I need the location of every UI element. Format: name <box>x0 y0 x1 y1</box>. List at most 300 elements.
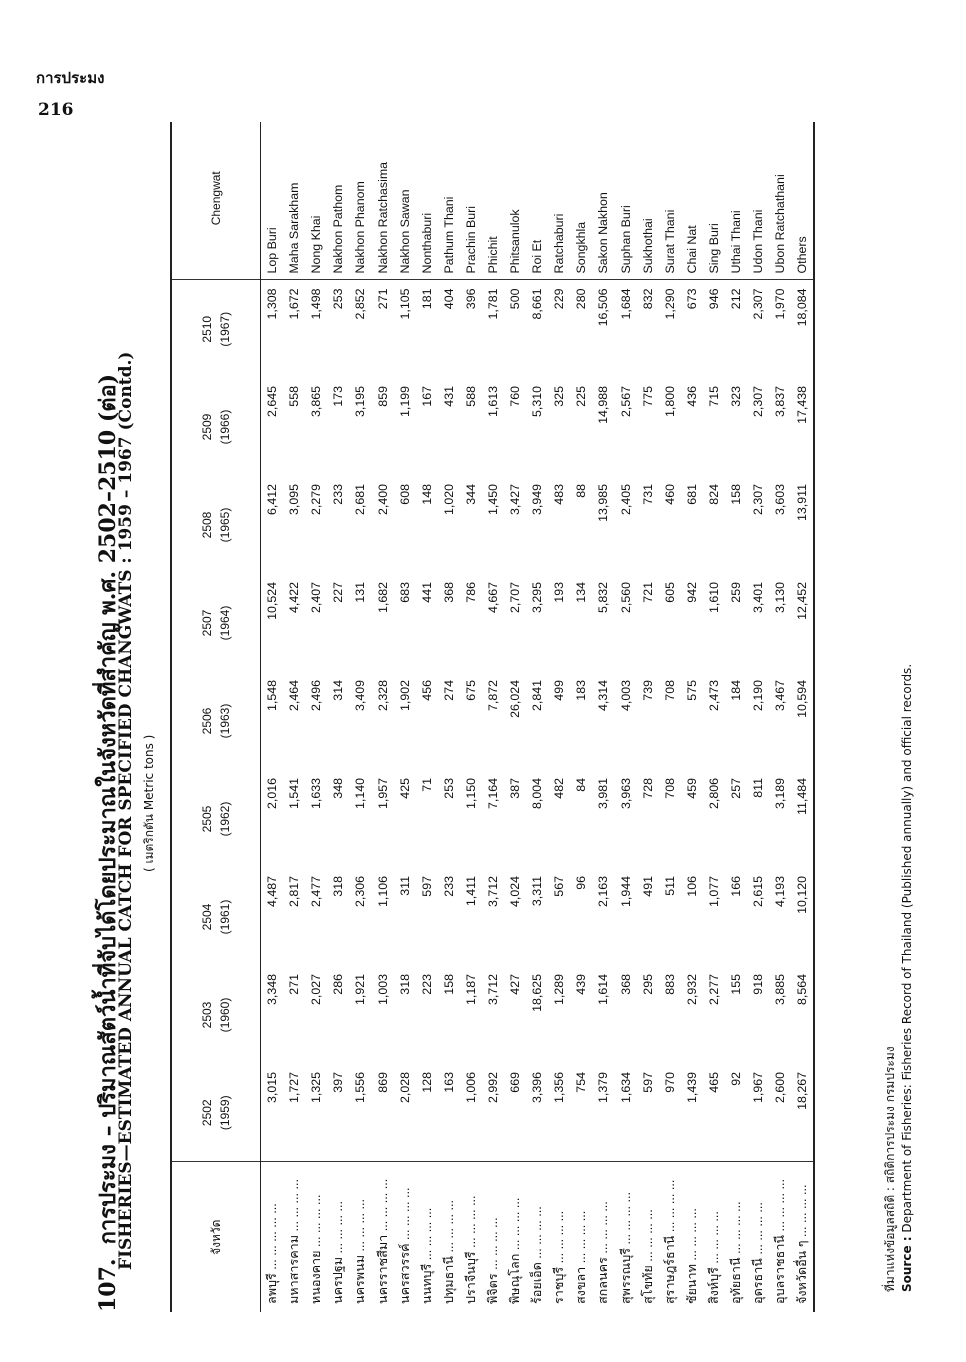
source-note <box>882 664 916 1292</box>
catch-value: 184 <box>729 680 744 701</box>
catch-value: 2,307 <box>751 386 766 418</box>
province-thai: นครปฐม ... ... ... ... <box>327 1162 349 1312</box>
catch-value: 1,020 <box>441 484 456 516</box>
catch-value: 5,310 <box>530 386 545 418</box>
province-english: Surat Thani <box>659 122 681 280</box>
catch-value: 14,988 <box>596 386 611 424</box>
year-be: 2506 <box>200 707 214 735</box>
catch-value: 18,625 <box>530 974 545 1012</box>
catch-value: 10,524 <box>265 582 280 620</box>
catch-value: 3,981 <box>596 778 611 810</box>
catch-value: 1,439 <box>684 1072 699 1104</box>
catch-value: 1,006 <box>463 1072 478 1104</box>
catch-value: 2,464 <box>287 680 302 712</box>
catch-value: 233 <box>441 876 456 897</box>
catch-value: 2,600 <box>773 1072 788 1104</box>
table-body <box>261 122 815 1312</box>
catch-value: 1,684 <box>618 288 633 320</box>
page-section-header: การประมง <box>36 69 105 87</box>
catch-value: 739 <box>640 680 655 701</box>
header-province-thai: จังหวัด <box>171 1162 261 1312</box>
catch-value: 318 <box>331 876 346 897</box>
catch-value: 2,328 <box>375 680 390 712</box>
year-ce: (1966) <box>218 409 232 445</box>
catch-value: 721 <box>640 582 655 603</box>
header-year <box>171 476 261 574</box>
table-row <box>438 122 460 1312</box>
catch-value: 1,800 <box>662 386 677 418</box>
catch-value: 18,084 <box>791 280 814 378</box>
year-be: 2502 <box>200 1099 214 1127</box>
year-ce: (1967) <box>218 311 232 347</box>
table-row <box>725 122 747 1312</box>
province-english: Ubon Ratchathani <box>769 122 791 280</box>
province-english: Maha Sarakham <box>283 122 305 280</box>
province-english: Uthai Thani <box>725 122 747 280</box>
catch-value: 348 <box>331 778 346 799</box>
table-row <box>592 122 614 1312</box>
catch-value: 183 <box>574 680 589 701</box>
catch-value: 3,095 <box>287 484 302 516</box>
catch-value: 832 <box>640 288 655 310</box>
catch-value: 368 <box>441 582 456 603</box>
catch-value: 2,306 <box>353 876 368 908</box>
catch-value: 1,902 <box>397 680 412 712</box>
province-english: Phitsanulok <box>504 122 526 280</box>
catch-value: 1,957 <box>375 778 390 810</box>
catch-value: 754 <box>574 1072 589 1093</box>
catch-value: 2,567 <box>618 386 633 418</box>
catch-value: 2,496 <box>309 680 324 712</box>
catch-value: 3,409 <box>353 680 368 712</box>
header-changwat-english: Chengwat <box>171 122 261 280</box>
province-english: Others <box>791 122 814 280</box>
province-english: Prachin Buri <box>460 122 482 280</box>
catch-value: 2,992 <box>485 1072 500 1104</box>
catch-value: 158 <box>441 974 456 995</box>
catch-value: 229 <box>552 288 567 310</box>
province-thai: ชัยนาท ... ... ... ... <box>681 1162 703 1312</box>
catch-value: 1,290 <box>662 288 677 320</box>
catch-value: 311 <box>397 876 412 896</box>
catch-value: 13,911 <box>791 476 814 574</box>
catch-value: 2,806 <box>706 778 721 810</box>
table-row <box>615 122 637 1312</box>
catch-value: 1,556 <box>353 1072 368 1104</box>
year-ce: (1965) <box>218 507 232 543</box>
catch-value: 942 <box>684 582 699 603</box>
catch-value: 2,190 <box>751 680 766 712</box>
catch-value: 824 <box>706 484 721 505</box>
year-be: 2508 <box>200 511 214 539</box>
catch-value: 158 <box>729 484 744 505</box>
catch-value: 673 <box>684 288 699 310</box>
catch-value: 3,130 <box>773 582 788 614</box>
year-be: 2507 <box>200 609 214 637</box>
catch-value: 193 <box>552 582 567 603</box>
catch-value: 344 <box>463 484 478 505</box>
catch-value: 1,682 <box>375 582 390 614</box>
table-row <box>460 122 482 1312</box>
catch-value: 253 <box>331 288 346 310</box>
table-title-english: FISHERIES—ESTIMATED ANNUAL CATCH FOR SPECIFIED CHANGWATS : 1959 – 1967 (Contd.) <box>116 351 136 1270</box>
catch-value: 318 <box>397 974 412 995</box>
year-be: 2503 <box>200 1001 214 1029</box>
catch-value: 3,885 <box>773 974 788 1006</box>
province-thai: อุบลราชธานี ... ... ... ... <box>769 1162 791 1312</box>
catch-value: 2,932 <box>684 974 699 1006</box>
catch-value: 134 <box>574 582 589 603</box>
catch-value: 436 <box>684 386 699 407</box>
catch-value: 1,289 <box>552 974 567 1006</box>
catch-value: 511 <box>662 876 677 896</box>
title-thai-text: การประมง – ปริมาณสัตว์น้ำที่จับได้โดยประมาณในจังหวัดที่สำคัญ พ.ศ. 2502–2510 (ต่อ) <box>95 373 121 1245</box>
province-english: Nonthaburi <box>416 122 438 280</box>
table-row <box>416 122 438 1312</box>
catch-value: 427 <box>508 974 523 995</box>
year-ce: (1964) <box>218 605 232 641</box>
province-english: Songkhla <box>570 122 592 280</box>
catch-value: 4,667 <box>485 582 500 614</box>
province-thai: อุทัยธานี ... ... ... ... <box>725 1162 747 1312</box>
year-ce: (1960) <box>218 997 232 1033</box>
catch-value: 1,187 <box>463 974 478 1006</box>
catch-value: 167 <box>419 386 434 407</box>
year-be: 2505 <box>200 805 214 833</box>
year-ce: (1962) <box>218 801 232 837</box>
province-thai: สุราษฎร์ธานี ... ... ... ... <box>659 1162 681 1312</box>
catch-value: 325 <box>552 386 567 407</box>
catch-value: 2,560 <box>618 582 633 614</box>
catch-value: 605 <box>662 582 677 603</box>
unit-label: ( เมตริกตัน Metric tons ) <box>142 734 156 872</box>
catch-value: 4,024 <box>508 876 523 908</box>
catch-value: 3,348 <box>265 974 280 1006</box>
catch-value: 3,295 <box>530 582 545 614</box>
catch-value: 425 <box>397 778 412 799</box>
catch-value: 155 <box>729 974 744 995</box>
catch-value: 3,603 <box>773 484 788 516</box>
source-english: Department of Fisheries: Fisheries Record of Thailand (Published annually) and official records. <box>900 663 914 1233</box>
catch-value: 166 <box>729 876 744 897</box>
catch-value: 588 <box>463 386 478 407</box>
catch-value: 4,193 <box>773 876 788 908</box>
catch-value: 883 <box>662 974 677 995</box>
rotated-table-block <box>90 122 940 1312</box>
catch-table <box>170 122 815 1312</box>
catch-value: 946 <box>706 288 721 310</box>
catch-value: 257 <box>729 778 744 799</box>
catch-value: 4,003 <box>618 680 633 712</box>
catch-value: 1,003 <box>375 974 390 1006</box>
catch-value: 681 <box>684 484 699 505</box>
table-row <box>659 122 681 1312</box>
province-english: Sukhothai <box>637 122 659 280</box>
catch-value: 3,712 <box>485 876 500 908</box>
province-thai: มหาสารคาม ... ... ... ... <box>283 1162 305 1312</box>
province-thai: นครพนม ... ... ... ... <box>349 1162 371 1312</box>
year-be: 2510 <box>200 315 214 343</box>
catch-value: 368 <box>618 974 633 995</box>
catch-value: 2,407 <box>309 582 324 614</box>
catch-value: 3,195 <box>353 386 368 418</box>
table-row <box>504 122 526 1312</box>
catch-value: 456 <box>419 680 434 701</box>
catch-value: 2,645 <box>265 386 280 418</box>
catch-value: 2,028 <box>397 1072 412 1104</box>
catch-value: 1,633 <box>309 778 324 810</box>
catch-value: 3,865 <box>309 386 324 418</box>
province-thai: อุดรธานี ... ... ... ... <box>747 1162 769 1312</box>
catch-value: 286 <box>331 974 346 995</box>
province-thai: หนองคาย ... ... ... ... <box>305 1162 327 1312</box>
catch-value: 18,267 <box>791 1064 814 1162</box>
province-thai: สุโขทัย ... ... ... ... <box>637 1162 659 1312</box>
table-row <box>261 122 284 1312</box>
province-english: Sakon Nakhon <box>592 122 614 280</box>
catch-value: 2,841 <box>530 680 545 712</box>
table-row <box>791 122 814 1312</box>
province-thai: นครสวรรค์ ... ... ... ... <box>394 1162 416 1312</box>
catch-value: 2,016 <box>265 778 280 810</box>
table-row <box>371 122 393 1312</box>
catch-value: 397 <box>331 1072 346 1093</box>
catch-value: 274 <box>441 680 456 701</box>
catch-value: 1,781 <box>485 288 500 320</box>
catch-value: 3,189 <box>773 778 788 810</box>
catch-value: 13,985 <box>596 484 611 522</box>
catch-value: 731 <box>640 484 655 505</box>
table-row <box>394 122 416 1312</box>
catch-value: 96 <box>574 876 589 890</box>
catch-value: 3,837 <box>773 386 788 418</box>
header-year <box>171 966 261 1064</box>
province-english: Nakhon Sawan <box>394 122 416 280</box>
catch-value: 2,615 <box>751 876 766 908</box>
province-english: Lop Buri <box>261 122 284 280</box>
catch-value: 431 <box>441 386 456 407</box>
catch-value: 295 <box>640 974 655 995</box>
catch-value: 4,422 <box>287 582 302 614</box>
province-english: Nong Khai <box>305 122 327 280</box>
catch-value: 2,163 <box>596 876 611 908</box>
catch-value: 708 <box>662 680 677 701</box>
catch-value: 708 <box>662 778 677 799</box>
catch-value: 1,325 <box>309 1072 324 1104</box>
header-year <box>171 574 261 672</box>
catch-value: 8,004 <box>530 778 545 810</box>
catch-value: 4,314 <box>596 680 611 712</box>
catch-value: 7,164 <box>485 778 500 810</box>
year-ce: (1961) <box>218 899 232 935</box>
year-be: 2509 <box>200 413 214 441</box>
year-be: 2504 <box>200 903 214 931</box>
catch-value: 11,484 <box>791 770 814 868</box>
catch-value: 3,396 <box>530 1072 545 1104</box>
province-thai: พิษณุโลก ... ... ... ... <box>504 1162 526 1312</box>
catch-value: 3,015 <box>265 1072 280 1104</box>
catch-value: 2,681 <box>353 484 368 516</box>
catch-value: 439 <box>574 974 589 995</box>
catch-value: 3,401 <box>751 582 766 614</box>
catch-value: 669 <box>508 1072 523 1093</box>
catch-value: 92 <box>729 1072 744 1086</box>
province-thai: ปราจีนบุรี ... ... ... ... <box>460 1162 482 1312</box>
catch-value: 918 <box>751 974 766 995</box>
catch-value: 8,564 <box>791 966 814 1064</box>
catch-value: 7,872 <box>485 680 500 712</box>
catch-value: 233 <box>331 484 346 505</box>
table-row <box>681 122 703 1312</box>
catch-value: 460 <box>662 484 677 505</box>
catch-value: 2,279 <box>309 484 324 516</box>
catch-value: 6,412 <box>265 484 280 516</box>
catch-value: 12,452 <box>791 574 814 672</box>
table-row <box>703 122 725 1312</box>
catch-value: 3,427 <box>508 484 523 516</box>
province-thai: สิงห์บุรี ... ... ... ... <box>703 1162 725 1312</box>
catch-value: 1,610 <box>706 582 721 614</box>
table-row <box>305 122 327 1312</box>
catch-value: 88 <box>574 484 589 498</box>
province-thai: พิจิตร ... ... ... ... <box>482 1162 504 1312</box>
catch-value: 1,140 <box>353 778 368 810</box>
catch-value: 163 <box>441 1072 456 1093</box>
table-row <box>637 122 659 1312</box>
catch-value: 491 <box>640 876 655 897</box>
province-english: Nakhon Ratchasima <box>371 122 393 280</box>
catch-value: 608 <box>397 484 412 505</box>
catch-value: 84 <box>574 778 589 792</box>
header-year <box>171 1064 261 1162</box>
catch-value: 106 <box>684 876 699 897</box>
province-thai: สุพรรณบุรี ... ... ... ... <box>615 1162 637 1312</box>
catch-value: 3,949 <box>530 484 545 516</box>
catch-value: 10,120 <box>791 868 814 966</box>
catch-value: 1,672 <box>287 288 302 320</box>
table-number: 107. <box>95 1258 121 1312</box>
catch-value: 459 <box>684 778 699 799</box>
province-thai: จังหวัดอื่น ๆ ... ... ... ... <box>791 1162 814 1312</box>
province-thai: นครราชสีมา ... ... ... ... <box>371 1162 393 1312</box>
catch-value: 128 <box>419 1072 434 1093</box>
table-header-row <box>171 122 261 1312</box>
province-english: Phichit <box>482 122 504 280</box>
catch-value: 4,487 <box>265 876 280 908</box>
catch-value: 10,594 <box>791 672 814 770</box>
catch-value: 5,832 <box>596 582 611 614</box>
province-english: Chai Nat <box>681 122 703 280</box>
catch-value: 212 <box>729 288 744 310</box>
catch-value: 323 <box>729 386 744 407</box>
catch-value: 1,613 <box>485 386 500 418</box>
table-row <box>570 122 592 1312</box>
province-english: Roi Et <box>526 122 548 280</box>
catch-value: 811 <box>751 778 766 798</box>
table-row <box>349 122 371 1312</box>
province-thai: ลพบุรี ... ... ... ... ... <box>261 1162 284 1312</box>
catch-value: 387 <box>508 778 523 799</box>
catch-value: 675 <box>463 680 478 701</box>
province-english: Udon Thani <box>747 122 769 280</box>
catch-value: 2,817 <box>287 876 302 908</box>
province-english: Nakhon Phanom <box>349 122 371 280</box>
catch-value: 1,106 <box>375 876 390 908</box>
catch-value: 869 <box>375 1072 390 1093</box>
catch-value: 1,967 <box>751 1072 766 1104</box>
header-year <box>171 868 261 966</box>
catch-value: 148 <box>419 484 434 505</box>
catch-value: 2,027 <box>309 974 324 1006</box>
province-thai: สงขลา ... ... ... ... <box>570 1162 592 1312</box>
catch-value: 1,379 <box>596 1072 611 1104</box>
header-year <box>171 280 261 378</box>
source-thai: ที่มาแห่งข้อมูลสถิติ : สถิติการประมง กรมประมง <box>883 1046 897 1292</box>
catch-value: 1,634 <box>618 1072 633 1104</box>
catch-value: 2,852 <box>353 288 368 320</box>
catch-value: 26,024 <box>508 680 523 718</box>
catch-value: 567 <box>552 876 567 897</box>
catch-value: 404 <box>441 288 456 310</box>
catch-value: 1,541 <box>287 778 302 810</box>
catch-value: 314 <box>331 680 346 701</box>
catch-value: 859 <box>375 386 390 407</box>
province-english: Suphan Buri <box>615 122 637 280</box>
catch-value: 131 <box>353 582 368 603</box>
catch-value: 2,400 <box>375 484 390 516</box>
catch-value: 2,307 <box>751 484 766 516</box>
catch-value: 760 <box>508 386 523 407</box>
catch-value: 223 <box>419 974 434 995</box>
catch-value: 1,356 <box>552 1072 567 1104</box>
catch-value: 2,477 <box>309 876 324 908</box>
catch-value: 3,712 <box>485 974 500 1006</box>
catch-value: 558 <box>287 386 302 407</box>
catch-value: 715 <box>706 386 721 407</box>
catch-value: 1,498 <box>309 288 324 320</box>
catch-value: 71 <box>419 778 434 792</box>
catch-value: 2,707 <box>508 582 523 614</box>
catch-value: 1,548 <box>265 680 280 712</box>
catch-value: 683 <box>397 582 412 603</box>
catch-value: 2,473 <box>706 680 721 712</box>
catch-value: 1,450 <box>485 484 500 516</box>
catch-value: 1,150 <box>463 778 478 810</box>
catch-value: 1,614 <box>596 974 611 1006</box>
header-year <box>171 672 261 770</box>
catch-value: 500 <box>508 288 523 310</box>
catch-value: 1,308 <box>265 288 280 320</box>
catch-value: 396 <box>463 288 478 310</box>
catch-value: 499 <box>552 680 567 701</box>
catch-value: 3,311 <box>530 876 545 907</box>
catch-value: 597 <box>419 876 434 897</box>
catch-value: 482 <box>552 778 567 799</box>
source-label: Source : <box>900 1236 914 1292</box>
header-year <box>171 770 261 868</box>
catch-value: 1,105 <box>397 288 412 320</box>
header-year <box>171 378 261 476</box>
catch-value: 3,467 <box>773 680 788 712</box>
catch-value: 227 <box>331 582 346 603</box>
catch-value: 483 <box>552 484 567 505</box>
province-english: Pathum Thani <box>438 122 460 280</box>
province-thai: ราชบุรี ... ... ... ... <box>548 1162 570 1312</box>
catch-value: 465 <box>706 1072 721 1093</box>
province-english: Sing Buri <box>703 122 725 280</box>
table-row <box>283 122 305 1312</box>
province-english: Nakhon Pathom <box>327 122 349 280</box>
